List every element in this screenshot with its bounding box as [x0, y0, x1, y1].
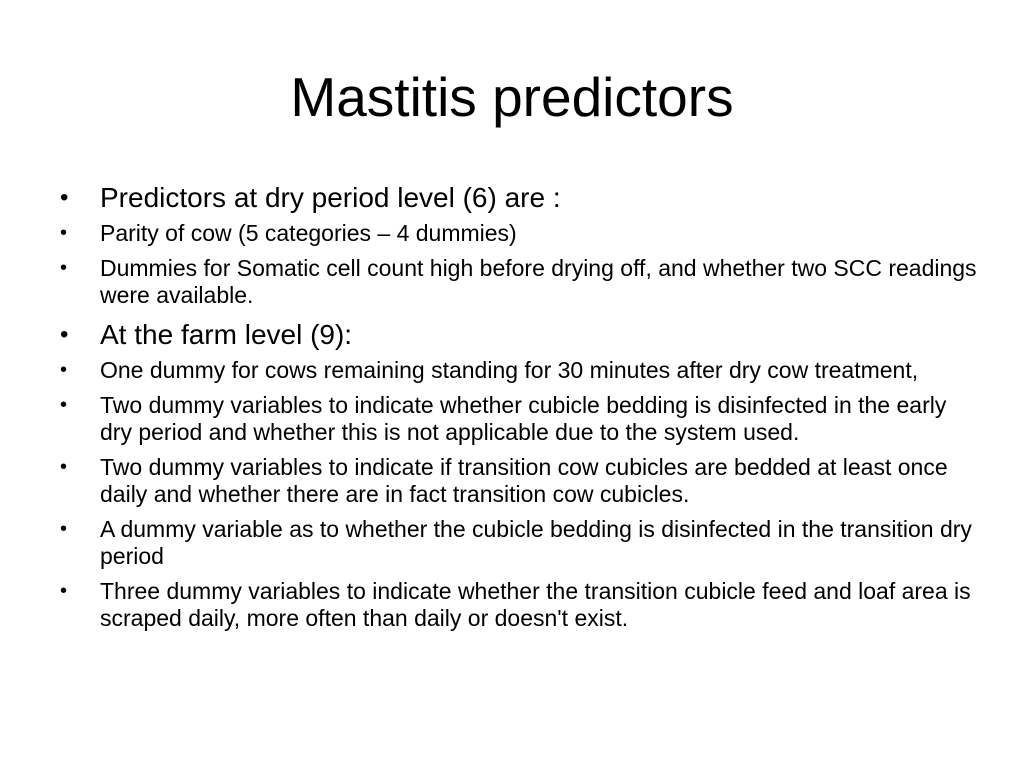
- bullet-item: [58, 357, 978, 384]
- bullet-item: [58, 454, 978, 508]
- bullet-icon: •: [60, 456, 68, 478]
- bullet-text: Parity of cow (5 categories – 4 dummies): [100, 220, 517, 246]
- bullet-icon: •: [60, 257, 68, 279]
- bullet-text: At the farm level (9):: [100, 319, 353, 350]
- bullet-text: Two dummy variables to indicate whether cubicle bedding is disinfected in the early dry period and whether this is not applicable due to the system used.: [100, 392, 947, 445]
- bullet-item: [58, 317, 978, 353]
- bullet-text: Three dummy variables to indicate whether the transition cubicle feed and loaf area is scraped daily, more often than daily or doesn't exist.: [100, 578, 971, 631]
- bullet-icon: •: [60, 321, 69, 348]
- bullet-item: [58, 516, 978, 570]
- bullet-item: [58, 180, 978, 216]
- bullet-item: [58, 392, 978, 446]
- bullet-icon: •: [60, 580, 68, 602]
- bullet-text: A dummy variable as to whether the cubicle bedding is disinfected in the transition dry period: [100, 516, 972, 569]
- bullet-icon: •: [60, 394, 68, 416]
- bullet-icon: •: [60, 359, 68, 381]
- slide-title: Mastitis predictors: [290, 66, 734, 128]
- bullet-text: One dummy for cows remaining standing for 30 minutes after dry cow treatment,: [100, 357, 919, 383]
- bullet-icon: •: [60, 184, 69, 211]
- bullet-item: [58, 255, 978, 309]
- bullet-text: Dummies for Somatic cell count high before drying off, and whether two SCC readings were available.: [100, 255, 977, 308]
- bullet-icon: •: [60, 518, 68, 540]
- bullet-text: Predictors at dry period level (6) are :: [100, 182, 561, 213]
- bullet-item: [58, 220, 978, 247]
- bullet-list: [58, 180, 978, 640]
- bullet-item: [58, 578, 978, 632]
- bullet-icon: •: [60, 222, 68, 244]
- bullet-text: Two dummy variables to indicate if transition cow cubicles are bedded at least once daily and whether there are in fact transition cow cubicles.: [100, 454, 948, 507]
